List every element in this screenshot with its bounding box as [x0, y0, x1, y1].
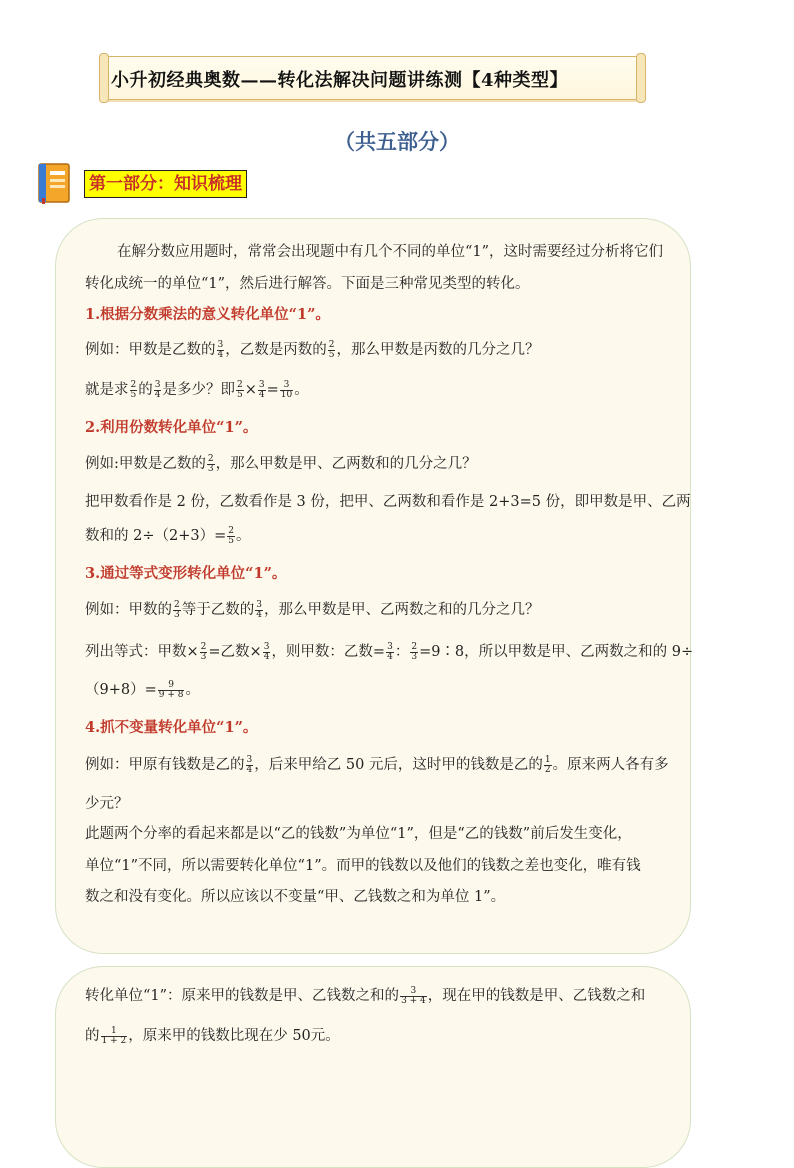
book-icon: [37, 162, 73, 204]
fraction: $\frac{3}{10}$: [280, 379, 293, 400]
section-4-example-line-2: 少元？: [85, 796, 129, 812]
part-heading: 第一部分：知识梳理: [84, 170, 247, 198]
section-1-example: 例如：甲数是乙数的 $\frac{3}{4}$ ，乙数是丙数的 $\frac{2}{5}$ ，那么甲数是丙数的几分之几？: [85, 339, 540, 360]
fraction: $\frac{3}{3 + 4}$: [401, 985, 426, 1006]
title-banner: [104, 56, 641, 100]
intro-line-1: 在解分数应用题时，常常会出现题中有几个不同的单位“1”，这时需要经过分析将它们: [117, 244, 664, 260]
fraction: $\frac{2}{3}$: [200, 641, 207, 662]
scroll-curl-left: [99, 53, 109, 103]
scroll-curl-right: [636, 53, 646, 103]
section-4-heading: 4.抓不变量转化单位“1”。: [85, 719, 258, 736]
fraction: $\frac{3}{4}$: [263, 641, 270, 662]
section-2-solution-line-2: 数和的 2÷（2+3）= $\frac{2}{5}$ 。: [85, 525, 251, 546]
intro-line-2: 转化成统一的单位“1”，然后进行解答。下面是三种常见类型的转化。: [85, 276, 530, 292]
fraction: $\frac{9}{9 + 8}$: [158, 679, 184, 700]
fraction: $\frac{3}{4}$: [217, 339, 224, 360]
section-3-heading: 3.通过等式变形转化单位“1”。: [85, 565, 287, 582]
section-2-solution-line-1: 把甲数看作是 2 份，乙数看作是 3 份，把甲、乙两数和看作是 2+3=5 份，即甲数是甲、乙两: [85, 494, 691, 510]
fraction: $\frac{3}{4}$: [387, 641, 393, 662]
section-2-heading: 2.利用份数转化单位“1”。: [85, 419, 258, 436]
fraction: $\frac{2}{5}$: [130, 379, 137, 400]
fraction: $\frac{3}{4}$: [256, 599, 262, 620]
fraction: $\frac{2}{5}$: [328, 339, 335, 360]
section-1-solution: 就是求 $\frac{2}{5}$ 的 $\frac{3}{4}$ 是多少？即 $\frac{2}{5}$ × $\frac{3}{4}$ = $\frac{3}{10}$ 。: [85, 379, 309, 400]
section-3-example: 例如：甲数的 $\frac{2}{3}$ 等于乙数的 $\frac{3}{4}$ ，那么甲数是甲、乙两数之和的几分之几？: [85, 599, 540, 620]
section-3-solution-line-2: （9+8）= $\frac{9}{9 + 8}$ 。: [85, 679, 200, 700]
fraction: $\frac{3}{4}$: [246, 754, 253, 775]
fraction: $\frac{2}{5}$: [228, 525, 234, 546]
content-panel: [55, 218, 691, 954]
section-2-example: 例如:甲数是乙数的 $\frac{2}{3}$ ，那么甲数是甲、乙两数和的几分之几？: [85, 453, 477, 474]
section-4-explanation-1: 此题两个分率的看起来都是以“乙的钱数”为单位“1”，但是“乙的钱数”前后发生变化，: [85, 826, 632, 842]
subtitle: （共五部分）: [334, 129, 460, 154]
section-4-explanation-3: 数之和没有变化。所以应该以不变量“甲、乙钱数之和为单位 1”。: [85, 889, 506, 905]
fraction: $\frac{3}{4}$: [258, 379, 265, 400]
section-4-conversion-1: 转化单位“1”：原来甲的钱数是甲、乙钱数之和的 $\frac{3}{3 + 4}$ ，现在甲的钱数是甲、乙钱数之和: [85, 985, 646, 1006]
fraction: $\frac{2}{3}$: [174, 599, 180, 620]
section-4-explanation-2: 单位“1”不同，所以需要转化单位“1”。而甲的钱数以及他们的钱数之差也变化，唯有钱: [85, 858, 641, 874]
section-4-conversion-2: 的 $\frac{1}{1 + 2}$ ，原来甲的钱数比现在少 50元。: [85, 1025, 340, 1046]
fraction: $\frac{3}{4}$: [154, 379, 161, 400]
page-title: 小升初经典奥数——转化法解决问题讲练测【4种类型】: [111, 70, 569, 91]
fraction: $\frac{1}{1 + 2}$: [101, 1025, 127, 1046]
fraction: $\frac{2}{5}$: [236, 379, 243, 400]
section-1-heading: 1.根据分数乘法的意义转化单位“1”。: [85, 306, 330, 323]
section-4-example: 例如：甲原有钱数是乙的 $\frac{3}{4}$ ，后来甲给乙 50 元后，这时甲的钱数是乙的 $\frac{1}{2}$ 。原来两人各有多: [85, 754, 669, 775]
section-3-solution-line-1: 列出等式：甲数× $\frac{2}{3}$ =乙数× $\frac{3}{4}$ ，则甲数：乙数= $\frac{3}{4}$ ： $\frac{2}{3}$ =9∶8，所以甲数是甲、乙两数之和的 9÷: [85, 641, 694, 662]
fraction: $\frac{2}{3}$: [207, 453, 214, 474]
fraction: $\frac{1}{2}$: [544, 754, 551, 775]
fraction: $\frac{2}{3}$: [411, 641, 418, 662]
